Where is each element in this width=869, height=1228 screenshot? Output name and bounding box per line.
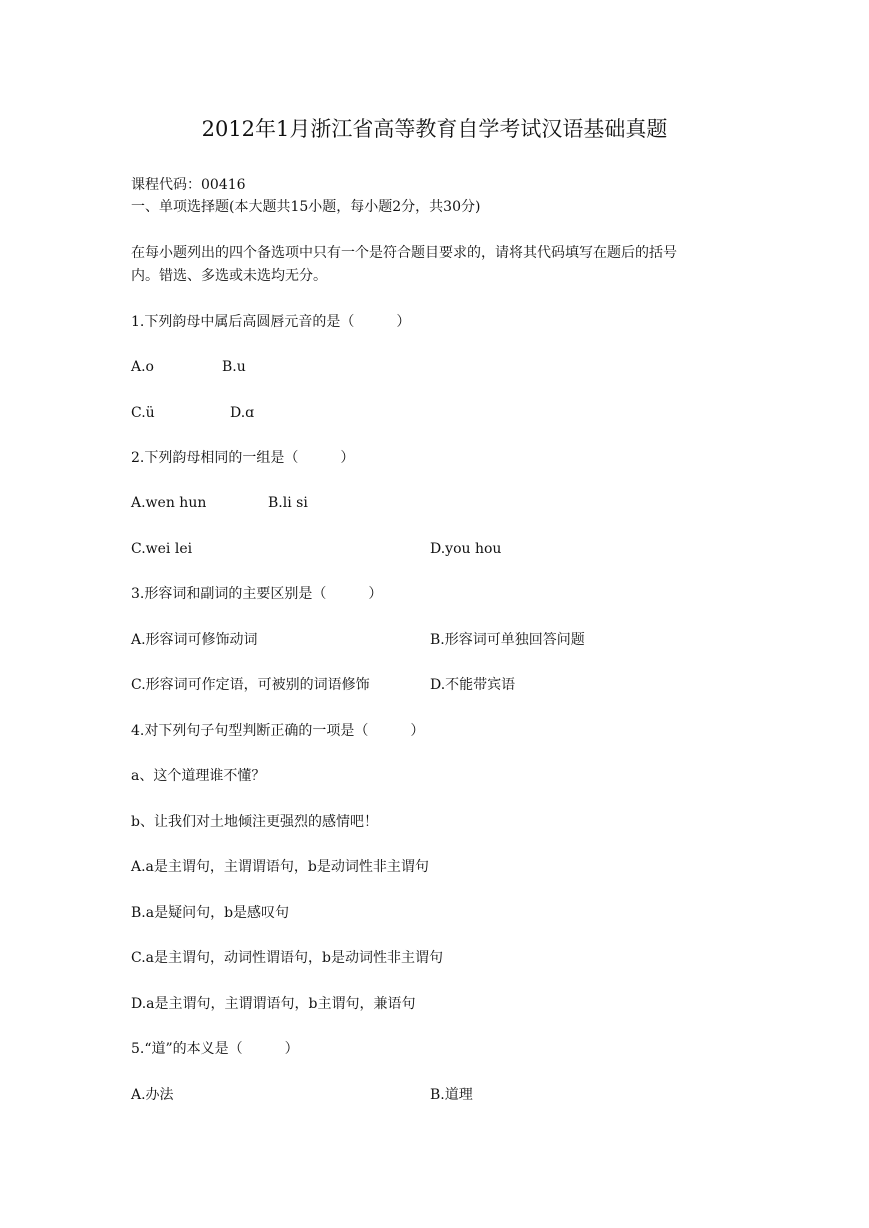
- question-2-option-b: B.li si: [268, 495, 308, 511]
- question-2-stem: 2.下列韵母相同的一组是（ ）: [131, 450, 355, 466]
- question-1-option-a: A.o: [131, 359, 154, 375]
- question-1-option-b: B.u: [222, 359, 246, 375]
- question-2-option-a: A.wen hun: [131, 495, 207, 511]
- question-5-option-a: A.办法: [131, 1087, 174, 1103]
- question-3-option-b: B.形容词可单独回答问题: [430, 632, 585, 648]
- page-title: 2012年1月浙江省高等教育自学考试汉语基础真题: [201, 117, 668, 141]
- question-4-option-a: A.a是主谓句，主谓谓语句，b是动词性非主谓句: [131, 859, 429, 875]
- question-3-option-a: A.形容词可修饰动词: [131, 632, 258, 648]
- question-4-sentence-a: a、这个道理谁不懂？: [131, 768, 266, 784]
- question-1-stem: 1.下列韵母中属后高圆唇元音的是（ ）: [131, 314, 411, 330]
- question-3-option-d: D.不能带宾语: [430, 677, 516, 693]
- question-3-stem: 3.形容词和副词的主要区别是（ ）: [131, 586, 383, 602]
- question-4-option-c: C.a是主谓句，动词性谓语句，b是动词性非主谓句: [131, 950, 443, 966]
- instructions-line-2: 内。错选、多选或未选均无分。: [131, 268, 327, 284]
- question-2-option-d: D.you hou: [430, 541, 502, 557]
- instructions-line-1: 在每小题列出的四个备选项中只有一个是符合题目要求的，请将其代码填写在题后的括号: [131, 245, 677, 261]
- question-5-option-b: B.道理: [430, 1087, 473, 1103]
- question-4-stem: 4.对下列句子句型判断正确的一项是（ ）: [131, 723, 425, 739]
- question-3-option-c: C.形容词可作定语，可被别的词语修饰: [131, 677, 370, 693]
- section-heading: 一、单项选择题(本大题共15小题，每小题2分，共30分): [131, 199, 481, 215]
- question-5-stem: 5.“道”的本义是（ ）: [131, 1041, 299, 1057]
- course-code: 课程代码：00416: [131, 177, 246, 193]
- question-1-option-c: C.ü: [131, 405, 155, 421]
- question-2-option-c: C.wei lei: [131, 541, 193, 557]
- question-1-option-d: D.ɑ: [230, 405, 255, 421]
- question-4-option-d: D.a是主谓句，主谓谓语句，b主谓句，兼语句: [131, 996, 416, 1012]
- question-4-sentence-b: b、让我们对土地倾注更强烈的感情吧！: [131, 814, 378, 830]
- question-4-option-b: B.a是疑问句，b是感叹句: [131, 905, 290, 921]
